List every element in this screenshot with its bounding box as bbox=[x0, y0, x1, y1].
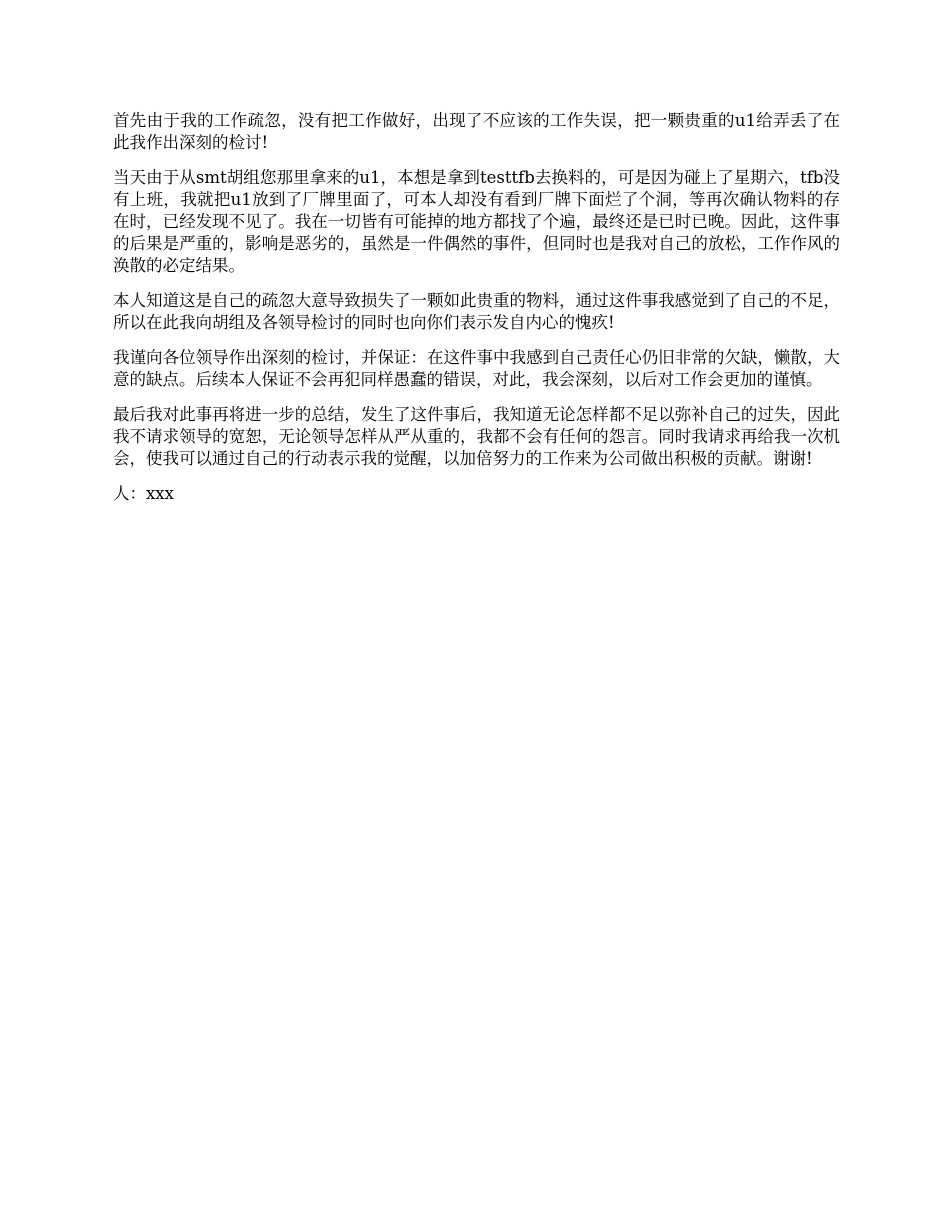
paragraph-4: 我谨向各位领导作出深刻的检讨，并保证：在这件事中我感到自己责任心仍旧非常的欠缺，懒散，大意的缺点。后续本人保证不会再犯同样愚蠢的错误，对此，我会深刻，以后对工作会更加的谨慎。 bbox=[113, 348, 840, 389]
paragraph-1: 首先由于我的工作疏忽，没有把工作做好，出现了不应该的工作失误，把一颗贵重的u1给弄丢了在此我作出深刻的检讨! bbox=[113, 111, 840, 152]
paragraph-2: 当天由于从smt胡组您那里拿来的u1，本想是拿到testtfb去换料的，可是因为碰上了星期六，tfb没有上班，我就把u1放到了厂牌里面了，可本人却没有看到厂牌下面烂了个洞，等再次确认物料的存在时，已经发现不见了。我在一切皆有可能掉的地方都找了个遍，最终还是已时已晚。因此，这件事的后果是严重的，影响是恶劣的，虽然是一件偶然的事件，但同时也是我对自己的放松，工作作风的涣散的必定结果。 bbox=[113, 168, 840, 275]
document-body bbox=[113, 110, 840, 505]
paragraph-5: 最后我对此事再将进一步的总结，发生了这件事后，我知道无论怎样都不足以弥补自己的过失，因此我不请求领导的宽恕，无论领导怎样从严从重的，我都不会有任何的怨言。同时我请求再给我一次机会，使我可以通过自己的行动表示我的觉醒，以加倍努力的工作来为公司做出积极的贡献。谢谢! bbox=[113, 405, 840, 468]
signature-line: 人：xxx bbox=[113, 484, 174, 503]
paragraph-3: 本人知道这是自己的疏忽大意导致损失了一颗如此贵重的物料，通过这件事我感觉到了自己的不足，所以在此我向胡组及各领导检讨的同时也向你们表示发自内心的愧疚! bbox=[113, 291, 840, 332]
